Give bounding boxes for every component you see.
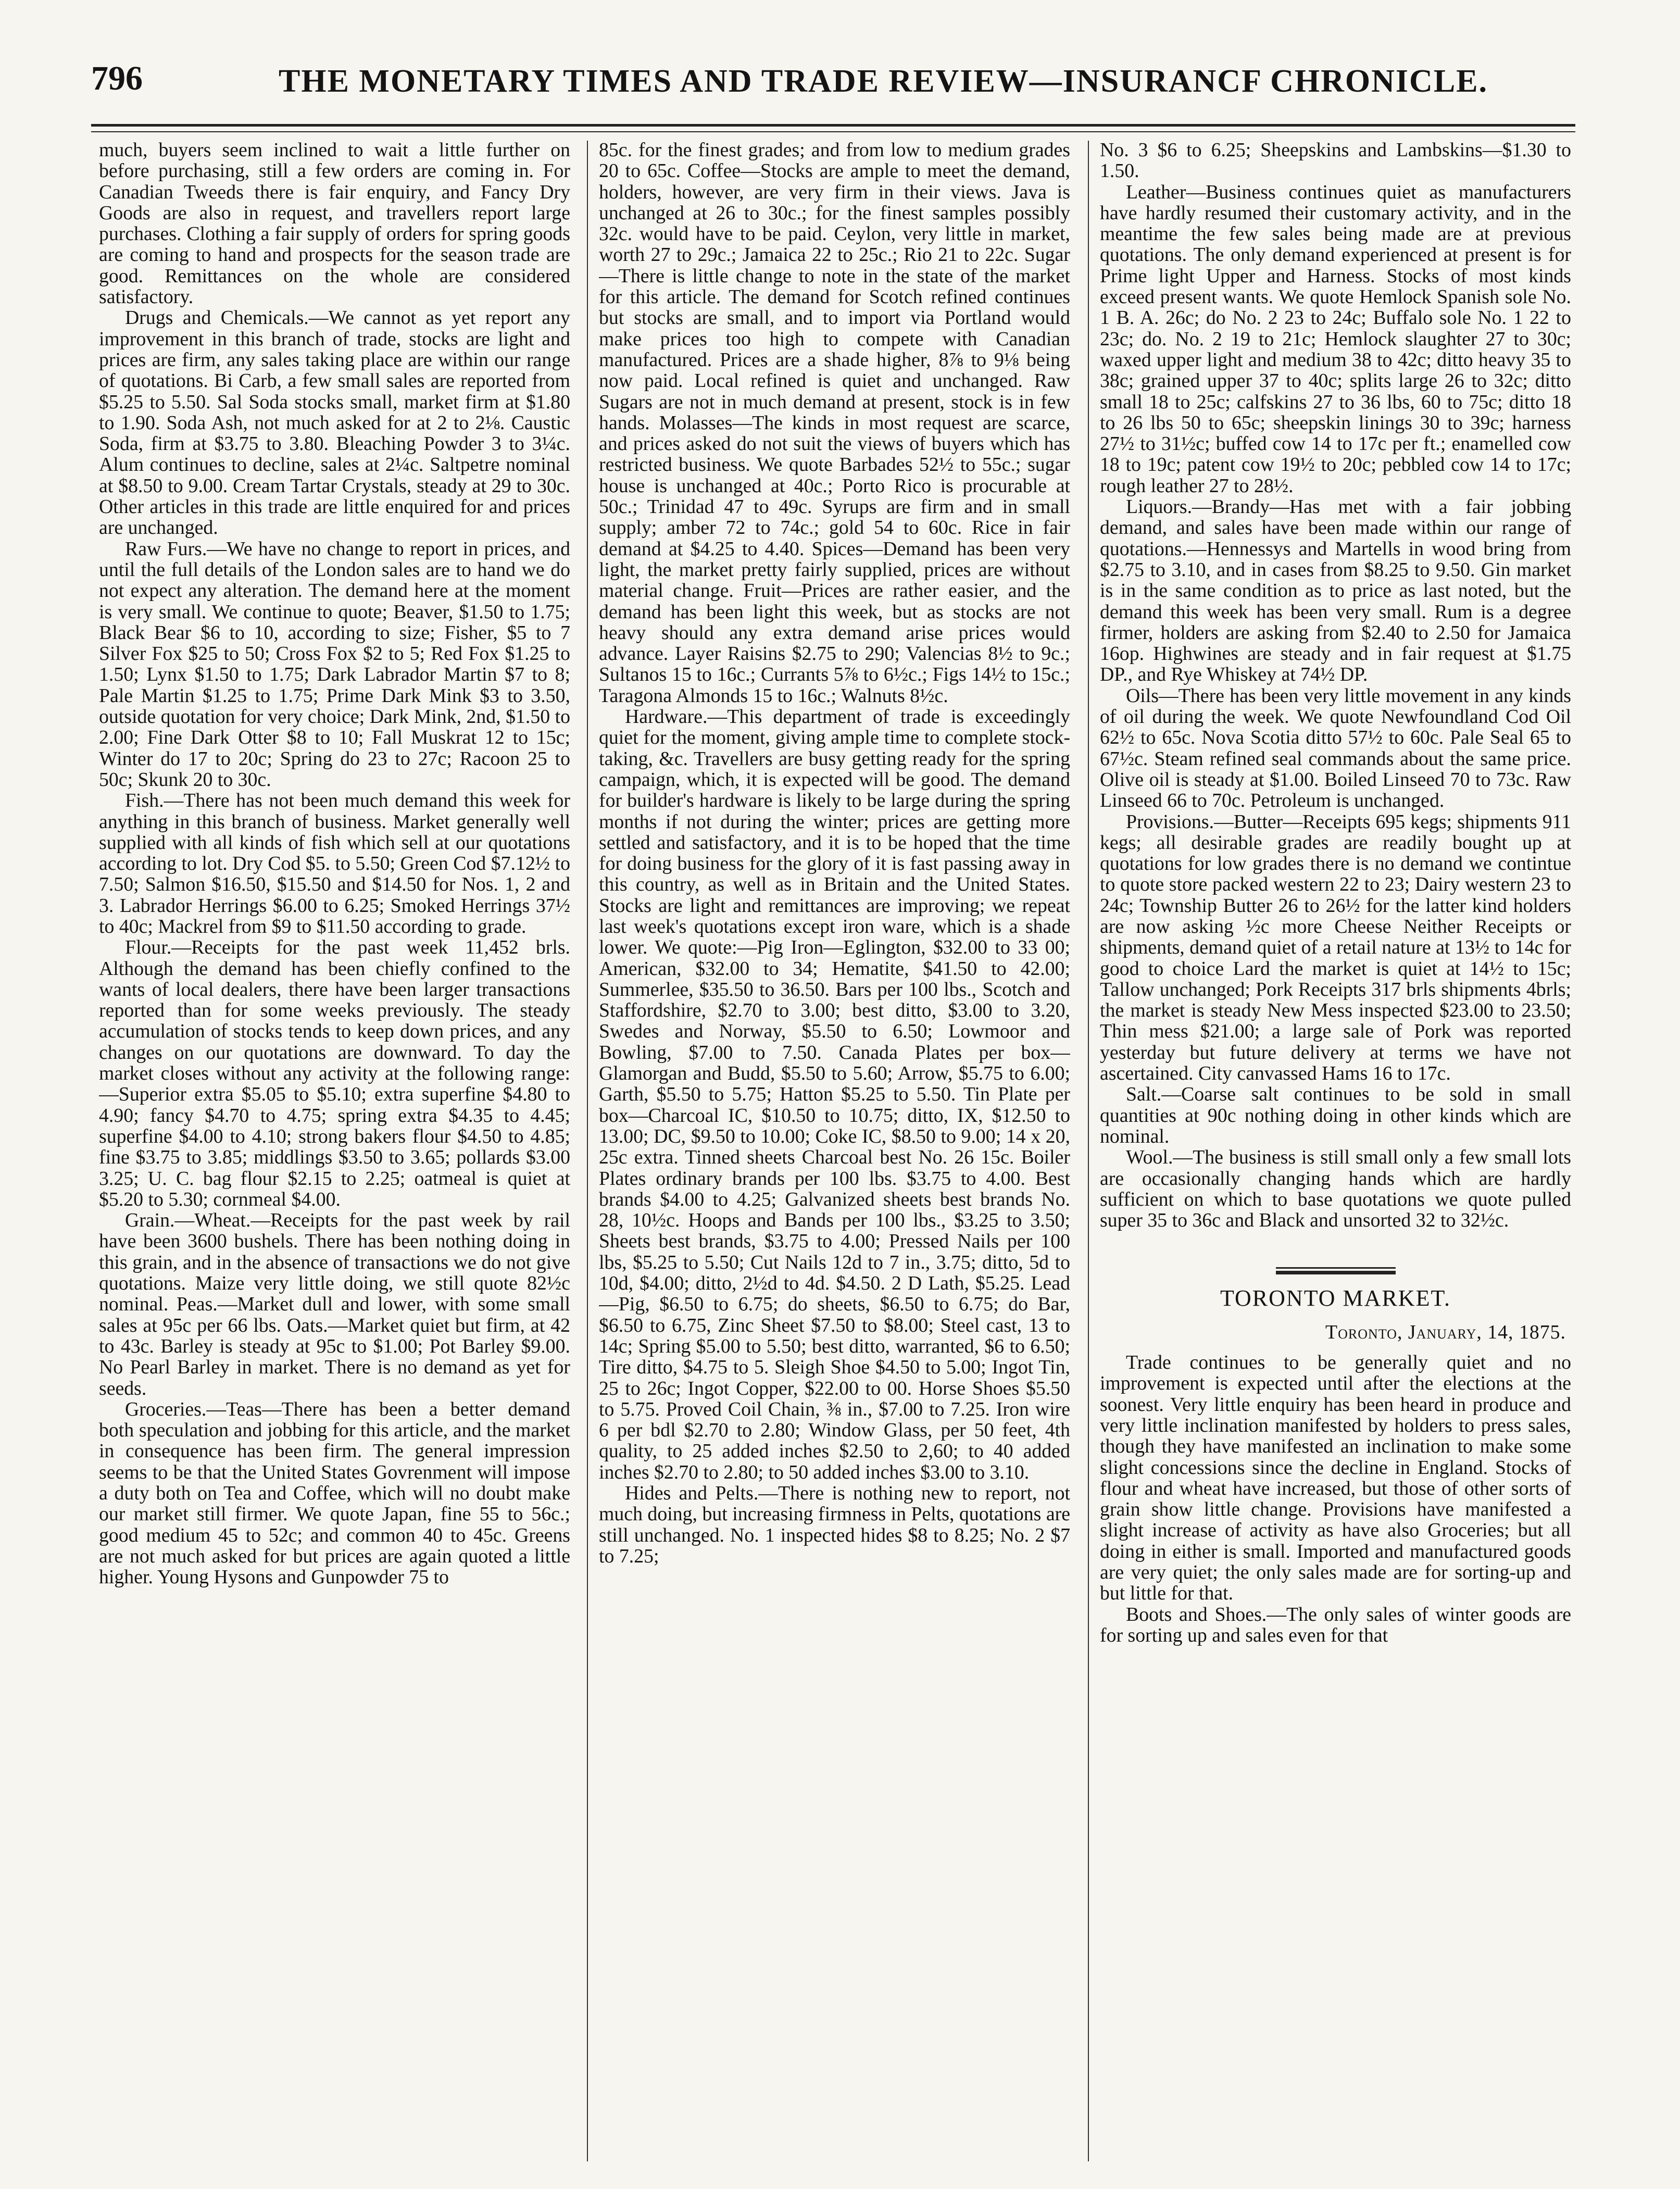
column-2 bbox=[599, 140, 1070, 2160]
paragraph: Leather—Business continues quiet as manufacturers have hardly resumed their customary activity, and in the meantime the few sales being made are at previous quotations. The only demand experienced at present is for Prime light Upper and Harness. Stocks of most kinds exceed present wants. We quote Hemlock Spanish sole No. 1 B. A. 26c; do No. 2 23 to 24c; Buffalo sole No. 1 22 to 23c; do. No. 2 19 to 21c; Hemlock slaughter 27 to 30c; waxed upper light and medium 38 to 42c; ditto heavy 35 to 38c; grained upper 37 to 40c; splits large 26 to 32c; ditto small 18 to 25c; calfskins 27 to 36 lbs, 60 to 75c; ditto 18 to 26 lbs 50 to 65c; sheepskin linings 30 to 39c; harness 27½ to 31½c; buffed cow 14 to 17c per ft.; enamelled cow 18 to 19c; patent cow 19½ to 20c; pebbled cow 14 to 17c; rough leather 27 to 28½. bbox=[1100, 181, 1571, 497]
paragraph: Grain.—Wheat.—Receipts for the past week by rail have been 3600 bushels. There has been nothing doing in this grain, and in the absence of transactions we do not give quotations. Maize very little doing, we still quote 82½c nominal. Peas.—Market dull and lower, with some small sales at 95c per 66 lbs. Oats.—Market quiet but firm, at 42 to 43c. Barley is steady at 95c to $1.00; Pot Barley $9.00. No Pearl Barley in market. There is no demand as yet for seeds. bbox=[99, 1209, 570, 1399]
paragraph: Groceries.—Teas—There has been a better demand both speculation and jobbing for this article, and the market in consequence has been firm. The general impression seems to be that the United States Govrenment will impose a duty both on Tea and Coffee, which will no doubt make our market still firmer. We quote Japan, fine 55 to 56c.; good medium 45 to 52c; and common 40 to 45c. Greens are not much asked for but prices are again quoted a little higher. Young Hysons and Gunpowder 75 to bbox=[99, 1398, 570, 1588]
paragraph: Drugs and Chemicals.—We cannot as yet report any improvement in this branch of trade, stocks are light and prices are firm, any sales taking place are within our range of quotations. Bi Carb, a few small sales are reported from $5.25 to 5.50. Sal Soda stocks small, market firm at $1.80 to 1.90. Soda Ash, not much asked for at 2 to 2⅛. Caustic Soda, firm at $3.75 to 3.80. Bleaching Powder 3 to 3¼c. Alum continues to decline, sales at 2¼c. Saltpetre nominal at $8.50 to 9.00. Cream Tartar Crystals, steady at 29 to 30c. Other articles in this trade are little enquired for and prices are unchanged. bbox=[99, 307, 570, 539]
section-ornament-rule bbox=[1276, 1267, 1396, 1274]
paragraph: Wool.—The business is still small only a few small lots are occasionally changing hands which are hardly sufficient on which to base quotations we quote pulled super 35 to 36c and Black and unsorted 32 to 32½c. bbox=[1100, 1146, 1571, 1232]
page-header bbox=[91, 49, 1575, 117]
column-divider bbox=[1088, 141, 1089, 2161]
page-number: 796 bbox=[91, 59, 143, 97]
dateline: Toronto, January, 14, 1875. bbox=[1325, 1321, 1566, 1343]
paragraph: Liquors.—Brandy—Has met with a fair jobbing demand, and sales have been made within our range of quotations.—Hennessys and Martells in wood bring from $2.75 to 3.10, and in cases from $8.25 to 9.50. Gin market is in the same condition as to price as last noted, but the demand this week has been very small. Rum is a degree firmer, holders are asking from $2.40 to 2.50 for Jamaica 16op. Highwines are steady and in fair request at $1.75 DP., and Rye Whiskey at 74½ DP. bbox=[1100, 496, 1571, 686]
column-divider bbox=[587, 141, 588, 2161]
paragraph: Hardware.—This department of trade is exceedingly quiet for the moment, giving ample time to complete stock-taking, &c. Travellers are busy getting ready for the spring campaign, which, it is expected will be good. The demand for builder's hardware is likely to be large during the spring months if not during the winter; prices are getting more settled and satisfactory, and it is to be hoped that the time for doing business for the glory of it is fast passing away in this country, as well as in Britain and the United States. Stocks are light and remittances are improving; we repeat last week's quotations except iron ware, which is a shade lower. We quote:—Pig Iron—Eglington, $32.00 to 33 00; American, $32.00 to 34; Hematite, $41.50 to 42.00; Summerlee, $35.50 to 36.50. Bars per 100 lbs., Scotch and Staffordshire, $2.70 to 3.00; best ditto, $3.00 to 3.20, Swedes and Norway, $5.50 to 6.50; Lowmoor and Bowling, $7.00 to 7.50. Canada Plates per box—Glamorgan and Budd, $5.50 to 5.60; Arrow, $5.75 to 6.00; Garth, $5.50 to 5.75; Hatton $5.25 to 5.50. Tin Plate per box—Charcoal IC, $10.50 to 10.75; ditto, IX, $12.50 to 13.00; DC, $9.50 to 10.00; Coke IC, $8.50 to 9.00; 14 x 20, 25c extra. Tinned sheets Charcoal best No. 26 15c. Boiler Plates ordinary brands per 100 lbs. $3.75 to 4.00. Best brands $4.00 to 4.25; Galvanized sheets best brands No. 28, 10½c. Hoops and Bands per 100 lbs., $3.25 to 3.50; Sheets best brands, $3.75 to 4.00; Pressed Nails per 100 lbs, $5.25 to 5.50; Cut Nails 12d to 7 in., 3.75; ditto, 5d to 10d, $4.00; ditto, 2½d to 4d. $4.50. 2 D Lath, $5.25. Lead—Pig, $6.50 to 6.75; do sheets, $6.50 to 6.75; do Bar, $6.50 to 6.75, Zinc Sheet $7.50 to $8.00; Steel cast, 13 to 14c; Spring $5.00 to 5.50; best ditto, warranted, $6 to 6.50; Tire ditto, $4.75 to 5. Sleigh Shoe $4.50 to 5.00; Ingot Tin, 25 to 26c; Ingot Copper, $22.00 to 00. Horse Shoes $5.50 to 5.75. Proved Coil Chain, ⅜ in., $7.00 to 7.25. Iron wire 6 per bdl $2.70 to 2.80; Window Glass, per 50 feet, 4th quality, to 25 added inches $2.50 to 2,60; to 40 added inches $2.70 to 2.80; to 50 added inches $3.00 to 3.10. bbox=[599, 706, 1070, 1483]
paragraph: Boots and Shoes.—The only sales of winter goods are for sorting up and sales even for that bbox=[1100, 1603, 1571, 1646]
paragraph: Raw Furs.—We have no change to report in prices, and until the full details of the London sales are to hand we do not expect any alteration. The demand here at the moment is very small. We continue to quote; Beaver, $1.50 to 1.75; Black Bear $6 to 10, according to size; Fisher, $5 to 7 Silver Fox $25 to 50; Cross Fox $2 to 5; Red Fox $1.25 to 1.50; Lynx $1.50 to 1.75; Dark Labrador Martin $7 to 8; Pale Martin $1.25 to 1.75; Prime Dark Mink $3 to 3.50, outside quotation for very choice; Dark Mink, 2nd, $1.50 to 2.00; Fine Dark Otter $8 to 10; Fall Muskrat 12 to 15c; Winter do 17 to 20c; Spring do 23 to 27c; Racoon 25 to 50c; Skunk 20 to 30c. bbox=[99, 537, 570, 791]
paragraph: Provisions.—Butter—Receipts 695 kegs; shipments 911 kegs; all desirable grades are readily bought up at quotations for low grades there is no demand we contintue to quote store packed western 22 to 23; Dairy western 23 to 24c; Township Butter 26 to 26½ for the latter kind holders are now asking ½c more Cheese Neither Receipts or shipments, demand quiet of a retail nature at 13½ to 14c for good to choice Lard the market is quiet at 14½ to 15c; Tallow unchanged; Pork Receipts 317 brls shipments 4brls; the market is steady New Mess inspected $23.00 to 23.50; Thin mess $21.00; a large sale of Pork was reported yesterday but future delivery at terms we have not ascertained. City canvassed Hams 16 to 17c. bbox=[1100, 810, 1571, 1085]
paragraph: Flour.—Receipts for the past week 11,452 brls. Although the demand has been chiefly confined to the wants of local dealers, there have been larger transactions reported than for some weeks previously. The steady accumulation of stocks tends to keep down prices, and any changes on our quotations are downward. To day the market closes without any activity at the following range:—Superior extra $5.05 to $5.10; extra superfine $4.80 to 4.90; fancy $4.70 to 4.75; spring extra $4.35 to 4.45; superfine $4.00 to 4.10; strong bakers flour $4.50 to 4.85; fine $3.75 to 3.85; middlings $3.50 to 3.65; pollards $3.00 3.25; U. C. bag flour $2.15 to 2.25; oatmeal is quiet at $5.20 to 5.30; cornmeal $4.00. bbox=[99, 936, 570, 1210]
header-rule bbox=[91, 124, 1575, 127]
paragraph: Trade continues to be generally quiet and no improvement is expected until after the elections at the soonest. Very little enquiry has been heard in produce and very little inclination manifested by holders to press sales, though they have manifested an inclination to make some slight concessions since the decline in England. Stocks of flour and wheat have increased, but those of other sorts of grain show little change. Provisions have manifested a slight increase of activity as have also Groceries; but all doing in either is small. Imported and manufactured goods are very quiet; the only sales made are for sorting-up and but little for that. bbox=[1100, 1352, 1571, 1605]
paragraph: Fish.—There has not been much demand this week for anything in this branch of business. Market generally well supplied with all kinds of fish which sell at our quotations according to lot. Dry Cod $5. to 5.50; Green Cod $7.12½ to 7.50; Salmon $16.50, $15.50 and $14.50 for Nos. 1, 2 and 3. Labrador Herrings $6.00 to 6.25; Smoked Herrings 37½ to 40c; Mackrel from $9 to $11.50 according to grade. bbox=[99, 790, 570, 937]
paragraph: Oils—There has been very little movement in any kinds of oil during the week. We quote Newfoundland Cod Oil 62½ to 65c. Nova Scotia ditto 57½ to 60c. Pale Seal 65 to 67½c. Steam refined seal commands about the same price. Olive oil is steady at $1.00. Boiled Linseed 70 to 73c. Raw Linseed 66 to 70c. Petroleum is unchanged. bbox=[1100, 684, 1571, 812]
paragraph: 85c. for the finest grades; and from low to medium grades 20 to 65c. Coffee—Stocks are ample to meet the demand, holders, however, are very firm in their views. Java is unchanged at 26 to 30c.; for the finest samples possibly 32c. would have to be paid. Ceylon, very little in market, worth 27 to 29c.; Jamaica 22 to 25c.; Rio 21 to 22c. Sugar—There is little change to note in the state of the market for this article. The demand for Scotch refined continues but stocks are small, and to import via Portland would make prices too high to compete with Canadian manufactured. Prices are a shade higher, 8⅞ to 9⅛ being now paid. Local refined is quiet and unchanged. Raw Sugars are not in much demand at present, stock is in few hands. Molasses—The kinds in most request are scarce, and prices asked do not suit the views of buyers which has restricted business. We quote Barbades 52½ to 55c.; sugar house is unchanged at 40c.; Porto Rico is procurable at 50c.; Trinidad 47 to 49c. Syrups are firm and in small supply; amber 72 to 74c.; gold 54 to 60c. Rice in fair demand at $4.25 to 4.40. Spices—Demand has been very light, the market pretty fairly supplied, prices are without material change. Fruit—Prices are rather easier, and the demand has been light this week, but as stocks are not heavy should any extra demand arise prices would advance. Layer Raisins $2.75 to 290; Valencias 8½ to 9c.; Sultanos 15 to 16c.; Currants 5⅞ to 6½c.; Figs 14½ to 15c.; Taragona Almonds 15 to 16c.; Walnuts 8½c. bbox=[599, 140, 1070, 707]
paragraph: Hides and Pelts.—There is nothing new to report, not much doing, but increasing firmness in Pelts, quotations are still unchanged. No. 1 inspected hides $8 to 8.25; No. 2 $7 to 7.25; bbox=[599, 1482, 1070, 1567]
running-title: THE MONETARY TIMES AND TRADE REVIEW—INSURANCF CHRONICLE. bbox=[279, 64, 1488, 99]
section-heading: TORONTO MARKET. bbox=[1220, 1285, 1451, 1311]
column-3 bbox=[1100, 140, 1571, 2160]
paragraph: much, buyers seem inclined to wait a little further on before purchasing, still a few orders are coming in. For Canadian Tweeds there is fair enquiry, and Fancy Dry Goods are also in request, and travellers report large purchases. Clothing a fair supply of orders for spring goods are coming to hand and prospects for the season trade are good. Remittances on the whole are considered satisfactory. bbox=[99, 140, 570, 308]
header-rule-thin bbox=[91, 131, 1575, 132]
paragraph: No. 3 $6 to 6.25; Sheepskins and Lambskins—$1.30 to 1.50. bbox=[1100, 140, 1571, 182]
column-1 bbox=[99, 140, 570, 2160]
paragraph: Salt.—Coarse salt continues to be sold in small quantities at 90c nothing doing in other kinds which are nominal. bbox=[1100, 1083, 1571, 1147]
